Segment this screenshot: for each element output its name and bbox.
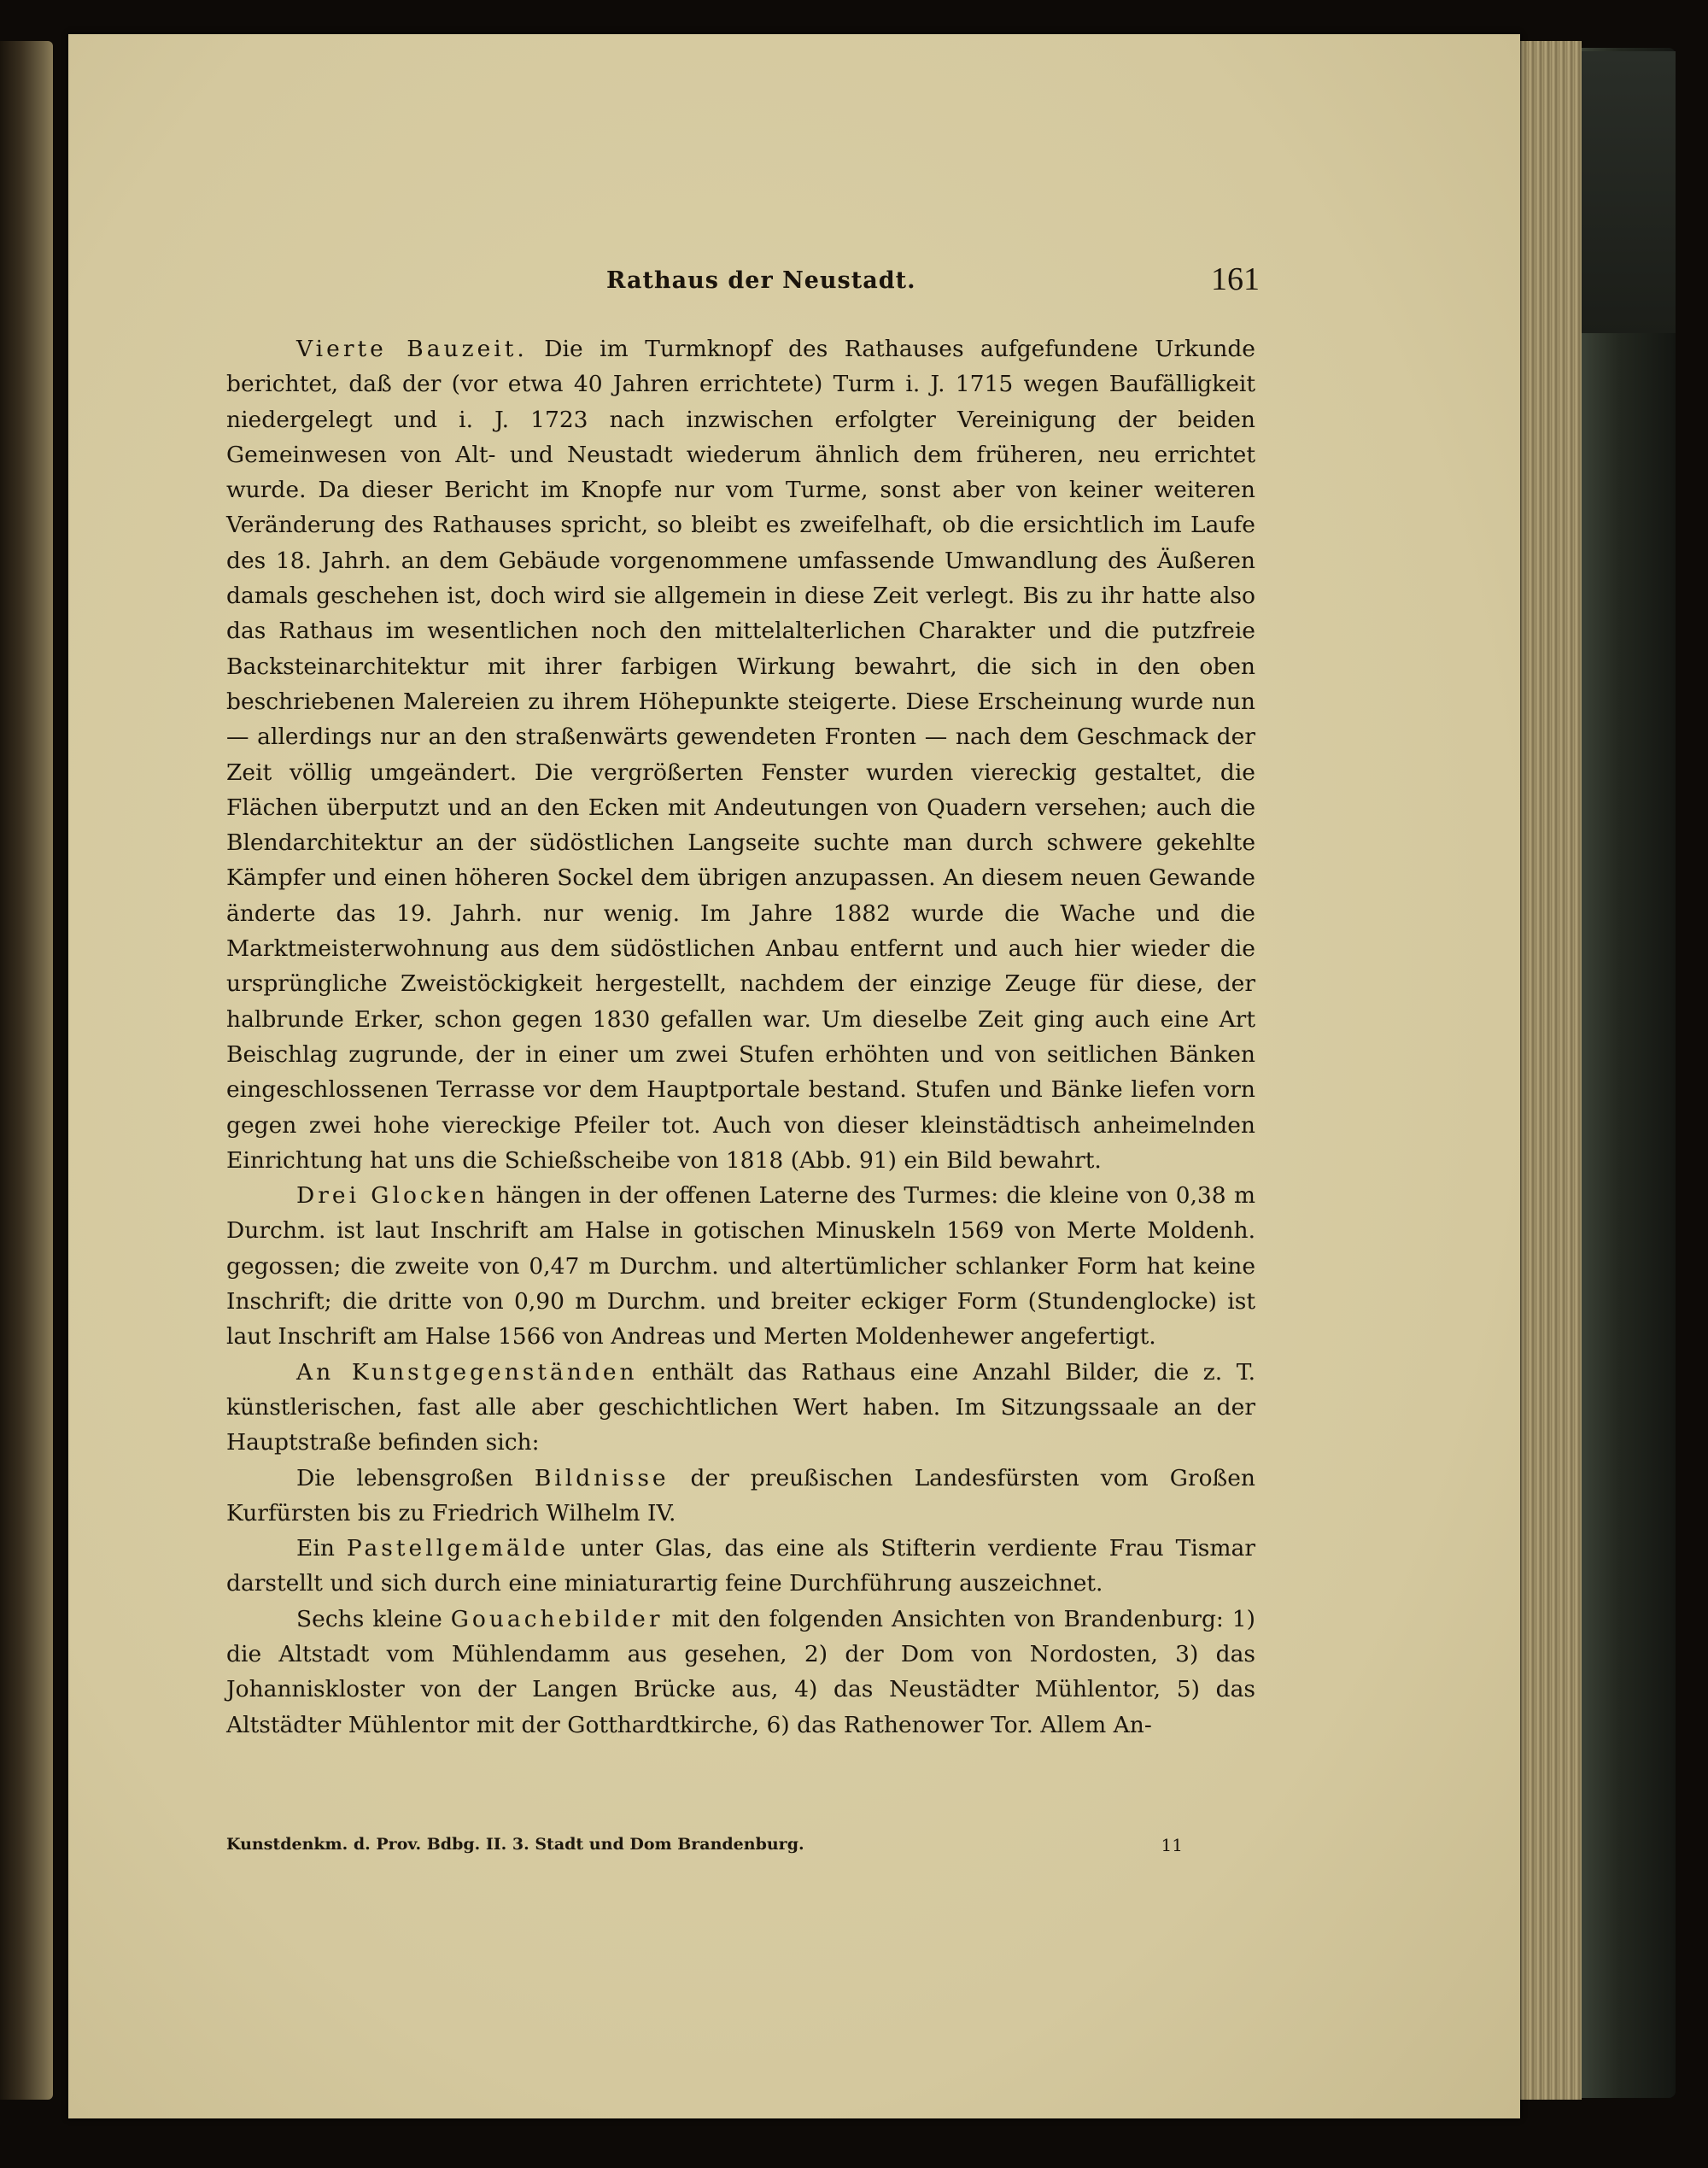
paragraph-gouachebilder [226, 1602, 1255, 1743]
paragraph-text: mit den folgenden Ansichten von Brandenburg: 1) die Altstadt vom Mühlendamm aus gesehen, 2) der Dom von Nordosten, 3) das Johanniskloster von der Langen Brücke aus, 4) das Neustädter Mühlentor, 5) das Altstädter Mühlentor mit der Gotthardtkirche, 6) das Rathenower Tor. Allem An- [226, 1605, 1255, 1738]
paragraph-lead: Drei Glocken [296, 1182, 488, 1210]
paragraph-text: hängen in der offenen Laterne des Turmes: die kleine von 0,38 m Durchm. ist laut Inschrift am Halse in gotischen Minuskeln 1569 von Merte Moldenh. gegossen; die zweite von 0,47 m Durchm. und altertümlicher schlanker Form hat keine Inschrift; die dritte von 0,90 m Durchm. und breiter eckiger Form (Stundenglocke) ist laut Inschrift am Halse 1566 von Andreas und Merten Moldenhewer angefertigt. [226, 1182, 1255, 1351]
paragraph-lead: Pastellgemälde [346, 1535, 569, 1562]
page-block-edges [1520, 41, 1582, 2100]
paragraph-pastellgemaelde [226, 1531, 1255, 1602]
signature-mark: 11 [1161, 1835, 1183, 1855]
paragraph-bildnisse [226, 1461, 1255, 1532]
paragraph-lead: Gouachebilder [450, 1605, 664, 1632]
paragraph-text-pre: Ein [296, 1535, 347, 1562]
paragraph-lead: Bildnisse [534, 1464, 670, 1491]
paragraph-text: enthält das Rathaus eine Anzahl Bilder, die z. T. künstlerischen, fast alle aber geschichtlichen Wert haben. Im Sitzungssaale an der Hauptstraße befinden sich: [226, 1358, 1255, 1456]
book-cover-edge [1582, 48, 1676, 2098]
paragraph-text-pre: Die lebensgroßen [296, 1464, 535, 1491]
paragraph-kunstgegenstaende [226, 1355, 1255, 1461]
paragraph-glocken [226, 1178, 1255, 1354]
paragraph-lead: Vierte Bauzeit. [296, 336, 528, 362]
book-cover-corner [1582, 51, 1676, 333]
paragraph-vierte-bauzeit [226, 331, 1255, 1178]
paragraph-text: der preußischen Landesfürsten vom Großen Kurfürsten bis zu Friedrich Wilhelm IV. [226, 1464, 1255, 1526]
paragraph-lead: An Kunstgegenständen [296, 1358, 638, 1386]
paragraph-text: Die im Turmknopf des Rathauses aufgefundene Urkunde berichtet, daß der (vor etwa 40 Jahren errichtete) Turm i. J. 1715 wegen Baufälligkeit niedergelegt und i. J. 1723 nach inzwischen erfolgter Vereinigung der beiden Gemeinwesen von Alt- und Neustadt wiederum ähnlich dem früheren, neu errichtet wurde. Da dieser Bericht im Knopfe nur vom Turme, sonst aber von keiner weiteren Veränderung des Rathauses spricht, so bleibt es zweifelhaft, ob die ersichtlich im Laufe des 18. Jahrh. an dem Gebäude vorgenommene umfassende Umwandlung des Äußeren damals geschehen ist, doch wird sie allgemein in diese Zeit verlegt. Bis zu ihr hatte also das Rathaus im wesentlichen noch den mittelalterlichen Charakter und die putzfreie Backsteinarchitektur mit ihrer farbigen Wirkung bewahrt, die sich in den oben beschriebenen Malereien zu ihrem Höhepunkte steigerte. Diese Erscheinung wurde nun — allerdings nur an den straßenwärts gewendeten Fronten — nach dem Geschmack der Zeit völlig umgeändert. Die vergrößerten Fenster wurden viereckig gestaltet, die Flächen überputzt und an den Ecken mit Andeutungen von Quadern versehen; auch die Blendarchitektur an der südöstlichen Langseite suchte man durch schwere gekehlte Kämpfer und einen höheren Sockel dem übrigen anzupassen. An diesem neuen Gewande änderte das 19. Jahrh. nur wenig. Im Jahre 1882 wurde die Wache und die Marktmeisterwohnung aus dem südöstlichen Anbau entfernt und auch hier wieder die ursprüngliche Zweistöckigkeit hergestellt, nachdem der einzige Zeuge für diese, der halbrunde Erker, schon gegen 1830 gefallen war. Um dieselbe Zeit ging auch eine Art Beischlag zugrunde, der in einer um zwei Stufen erhöhten und von seitlichen Bänken eingeschlossenen Terrasse vor dem Hauptportale bestand. Stufen und Bänke liefen vorn gegen zwei hohe viereckige Pfeiler tot. Auch von dieser kleinstädtisch anheimelnden Einrichtung hat uns die Schießscheibe von 1818 (Abb. 91) ein Bild bewahrt. [226, 336, 1255, 1174]
body-text [226, 331, 1255, 1743]
paragraph-text-pre: Sechs kleine [296, 1605, 451, 1632]
footer-source-line: Kunstdenkm. d. Prov. Bdbg. II. 3. Stadt und Dom Brandenburg. [226, 1835, 804, 1854]
running-head: Rathaus der Neustadt. [606, 267, 916, 294]
page-footer [226, 1835, 1183, 1854]
page-number: 161 [1211, 261, 1260, 297]
page-header [231, 261, 1260, 312]
paragraph-text: unter Glas, das eine als Stifterin verdiente Frau Tismar darstellt und sich durch eine miniaturartig feine Durchführung auszeichnet. [226, 1535, 1256, 1597]
left-page-edge [0, 41, 53, 2100]
